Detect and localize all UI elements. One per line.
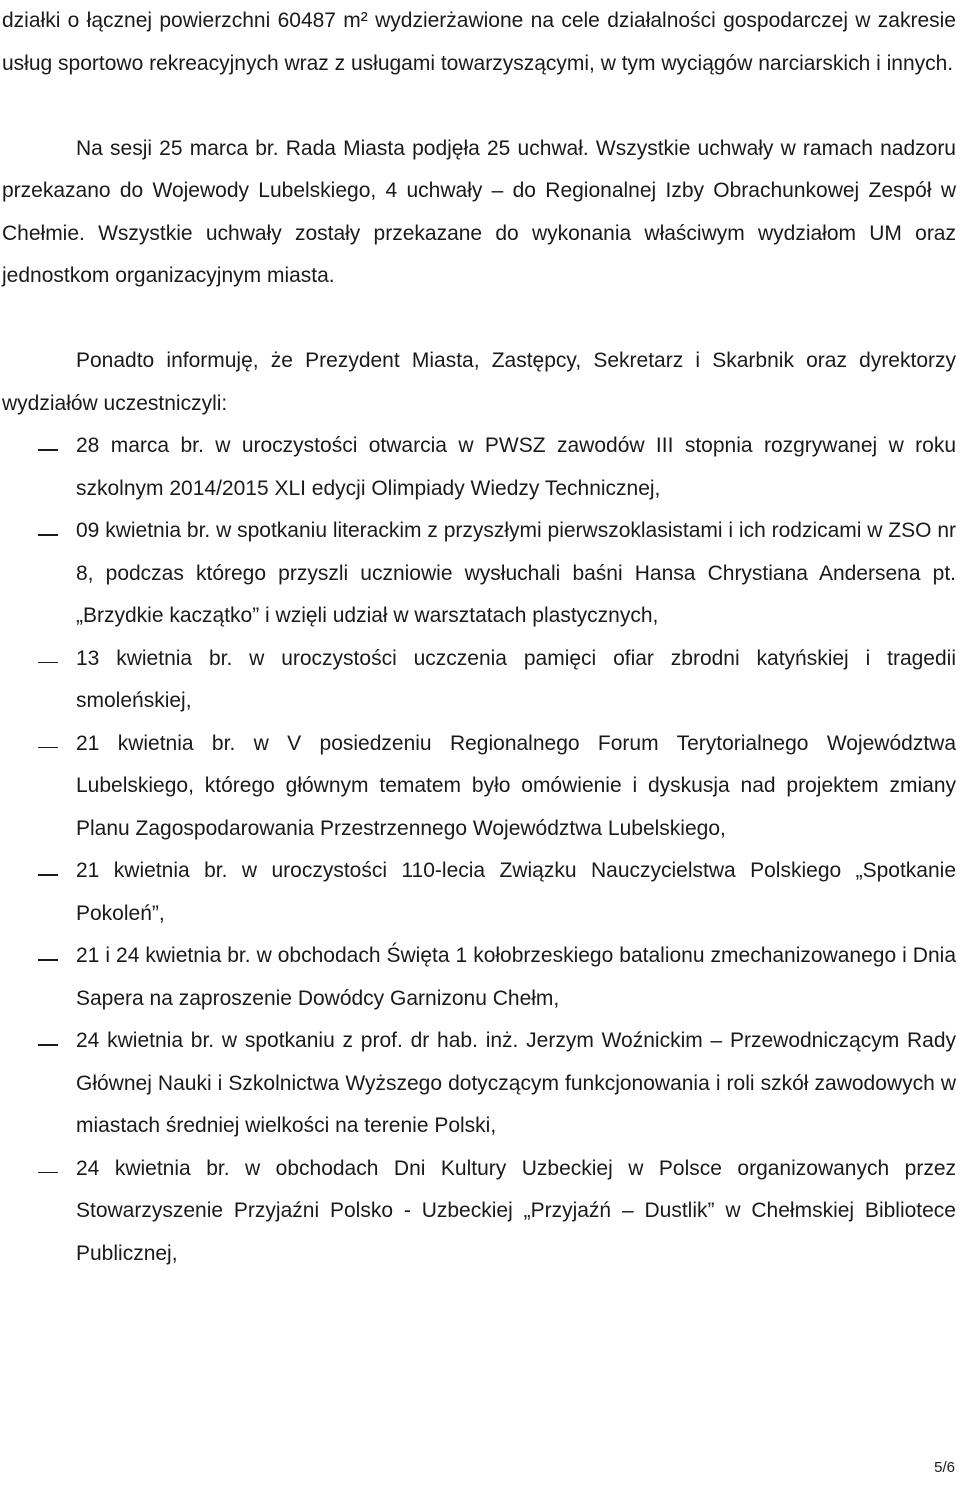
list-item — [2, 510, 956, 638]
list-item — [2, 723, 956, 851]
events-list — [2, 425, 956, 1275]
document-body — [2, 0, 956, 1275]
list-item — [2, 1020, 956, 1148]
paragraph-participation-intro: Ponadto informuję, że Prezydent Miasta, Zastępcy, Sekretarz i Skarbnik oraz dyrektorzy wydziałów uczestniczyli: — [2, 349, 956, 415]
list-item-text: 13 kwietnia br. w uroczystości uczczenia pamięci ofiar zbrodni katyńskiej i tragedii smoleńskiej, — [76, 646, 956, 712]
list-item-text: 24 kwietnia br. w obchodach Dni Kultury Uzbeckiej w Polsce organizowanych przez Stowarzyszenie Przyjaźni Polsko - Uzbeckiej „Przyjaźń – Dustlik” w Chełmskiej Bibliotece Publicznej, — [76, 1156, 956, 1265]
list-item — [2, 425, 956, 510]
list-item — [2, 638, 956, 723]
list-item — [2, 1148, 956, 1276]
paragraph-intro-continued: działki o łącznej powierzchni 60487 m² wydzierżawione na cele działalności gospodarczej w zakresie usług sportowo rekreacyjnych wraz z usługami towarzyszącymi, w tym wyciągów narciarskich i innych. — [2, 9, 956, 75]
list-item-text: 24 kwietnia br. w spotkaniu z prof. dr hab. inż. Jerzym Woźnickim – Przewodniczącym Rady Głównej Nauki i Szkolnictwa Wyższego dotyczącym funkcjonowania i roli szkół zawodowych w miastach średniej wielkości na terenie Polski, — [76, 1029, 956, 1137]
list-item-text: 28 marca br. w uroczystości otwarcia w PWSZ zawodów III stopnia rozgrywanej w roku szkolnym 2014/2015 XLI edycji Olimpiady Wiedzy Technicznej, — [76, 434, 956, 500]
list-item-text: 21 i 24 kwietnia br. w obchodach Święta 1 kołobrzeskiego batalionu zmechanizowanego i Dnia Sapera na zaproszenie Dowódcy Garnizonu Chełm, — [76, 944, 956, 1010]
paragraph-gap — [2, 85, 956, 128]
list-item — [2, 850, 956, 935]
list-item-text: 21 kwietnia br. w uroczystości 110-lecia Związku Nauczycielstwa Polskiego „Spotkanie Pokoleń”, — [76, 859, 956, 925]
page-number: 5/6 — [934, 1459, 955, 1476]
list-item — [2, 935, 956, 1020]
list-item-text: 09 kwietnia br. w spotkaniu literackim z przyszłymi pierwszoklasistami i ich rodzicami w ZSO nr 8, podczas którego przyszli uczniowie wysłuchali baśni Hansa Chrystiana Andersena pt. „Brzydkie kaczątko” i wzięli udział w warsztatach plastycznych, — [76, 519, 956, 627]
list-item-text: 21 kwietnia br. w V posiedzeniu Regionalnego Forum Terytorialnego Województwa Lubelskiego, którego głównym tematem było omówienie i dyskusja nad projektem zmiany Planu Zagospodarowania Przestrzennego Województwa Lubelskiego, — [76, 731, 956, 840]
paragraph-session: Na sesji 25 marca br. Rada Miasta podjęła 25 uchwał. Wszystkie uchwały w ramach nadzoru przekazano do Wojewody Lubelskiego, 4 uchwały – do Regionalnej Izby Obrachunkowej Zespół w Chełmie. Wszystkie uchwały zostały przekazane do wykonania właściwym wydziałom UM oraz jednostkom organizacyjnym miasta. — [2, 136, 956, 287]
paragraph-gap — [2, 298, 956, 341]
